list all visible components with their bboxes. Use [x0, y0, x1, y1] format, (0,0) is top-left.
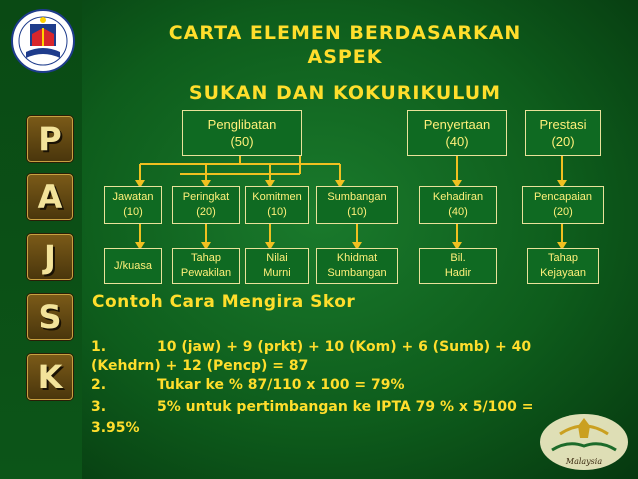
calc-step-1-cont: (Kehdrn) + 12 (Pencp) = 87: [91, 358, 309, 374]
box-line-1: Tahap: [191, 252, 221, 264]
box-penyertaan: [407, 110, 507, 156]
box-prestasi: [525, 110, 601, 156]
box-label: Komitmen: [252, 191, 302, 203]
box-value: (40): [445, 134, 469, 149]
box-label: Prestasi: [539, 117, 587, 132]
box-label: Peringkat: [182, 191, 230, 203]
side-letter-a: A: [27, 174, 73, 220]
sports-council-logo-icon: [538, 412, 630, 472]
box-pencapaian: [522, 186, 604, 224]
step-text: 5% untuk pertimbangan ke IPTA 79 % x 5/100 =: [157, 399, 534, 415]
calc-step-2: [91, 376, 603, 394]
box-value: (50): [230, 134, 254, 149]
side-letter-k: K: [27, 354, 73, 400]
box-nilai-murni: [245, 248, 309, 284]
step-number: 1.: [91, 339, 107, 355]
box-line-2: Pewakilan: [180, 267, 232, 279]
title-line-3: SUKAN DAN KOKURIKULUM: [188, 82, 502, 104]
box-khidmat-sumbangan: [316, 248, 398, 284]
box-value: (20): [551, 134, 575, 149]
box-value: (10): [267, 206, 287, 218]
box-jawatan: [104, 186, 162, 224]
title-line-1: CARTA ELEMEN BERDASARKAN: [168, 22, 522, 44]
box-value: (40): [448, 206, 468, 218]
box-tahap-pewakilan: [172, 248, 240, 284]
box-line-2: Kejayaan: [540, 267, 586, 279]
box-penglibatan: [182, 110, 302, 156]
box-tahap-kejayaan: [527, 248, 599, 284]
box-value: (20): [196, 206, 216, 218]
title-line-2: ASPEK: [307, 46, 383, 68]
box-value: (10): [347, 206, 367, 218]
box-jkuasa: [104, 248, 162, 284]
side-letter-s: S: [27, 294, 73, 340]
calc-step-3: [91, 398, 603, 416]
box-komitmen: [245, 186, 309, 224]
box-line-1: Khidmat: [336, 252, 378, 264]
box-line-1: Bil.: [450, 252, 466, 264]
box-line-2: Murni: [263, 267, 291, 279]
box-line-1: J/kuasa: [114, 259, 152, 272]
step-text: 10 (jaw) + 9 (prkt) + 10 (Kom) + 6 (Sumb) + 40: [157, 339, 532, 355]
box-line-2: Hadir: [444, 267, 472, 279]
box-label: Kehadiran: [432, 191, 484, 203]
example-heading: Contoh Cara Mengira Skor: [92, 292, 356, 312]
box-line-2: Sumbangan: [327, 267, 387, 279]
box-bil-hadir: [419, 248, 497, 284]
step-number: 3.: [91, 399, 107, 415]
side-letter-p: P: [27, 116, 73, 162]
box-label: Sumbangan: [327, 191, 387, 203]
box-peringkat: [172, 186, 240, 224]
box-label: Pencapaian: [533, 191, 593, 203]
box-sumbangan: [316, 186, 398, 224]
calc-step-3-cont: 3.95%: [91, 420, 140, 436]
step-number: 2.: [91, 377, 107, 393]
box-line-1: Tahap: [548, 252, 578, 264]
box-value: (20): [553, 206, 573, 218]
side-letter-j: J: [27, 234, 73, 280]
box-label: Jawatan: [112, 191, 154, 203]
calc-step-1: [91, 338, 603, 356]
box-label: Penyertaan: [423, 117, 491, 132]
box-label: Penglibatan: [207, 117, 277, 132]
logo-caption: Malaysia: [565, 457, 603, 466]
box-value: (10): [123, 206, 143, 218]
box-kehadiran: [419, 186, 497, 224]
box-line-1: Nilai: [266, 252, 288, 264]
step-text: Tukar ke % 87/110 x 100 = 79%: [157, 377, 405, 393]
